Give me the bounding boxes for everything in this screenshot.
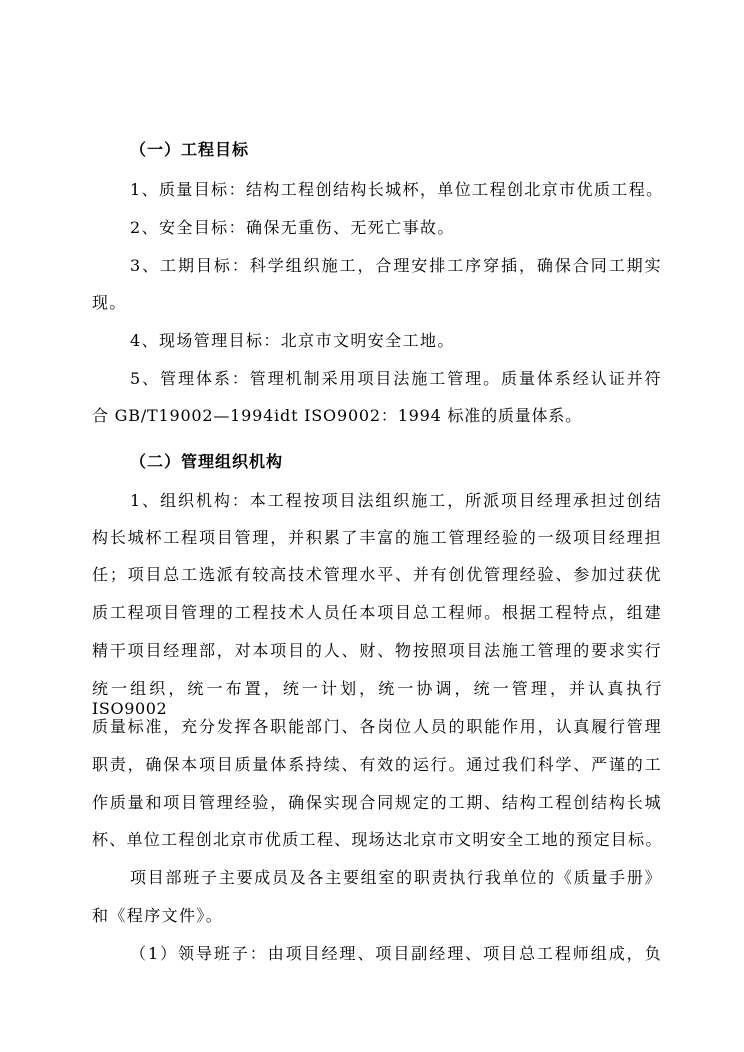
- org-paragraph-line: 职责，确保本项目质量体系持续、有效的运行。通过我们科学、严谨的工: [92, 755, 662, 774]
- paragraph-quality-goal: 1、质量目标：结构工程创结构长城杯，单位工程创北京市优质工程。: [130, 180, 664, 199]
- org-paragraph-line: 质量标准，充分发挥各职能部门、各岗位人员的职能作用，认真履行管理: [92, 717, 662, 736]
- org-paragraph-line: 杯、单位工程创北京市优质工程、现场达北京市文明安全工地的预定目标。: [92, 830, 662, 849]
- paragraph-leadership-team-line1: （1）领导班子：由项目经理、项目副经理、项目总工程师组成，负: [130, 944, 662, 963]
- paragraph-site-management-goal: 4、现场管理目标：北京市文明安全工地。: [130, 331, 455, 350]
- section-heading-organization: （二）管理组织机构: [130, 452, 284, 471]
- paragraph-safety-goal: 2、安全目标：确保无重伤、无死亡事故。: [130, 218, 455, 237]
- paragraph-management-system-line2: 合 GB/T19002—1994idt ISO9002：1994 标准的质量体系。: [92, 406, 582, 425]
- paragraph-schedule-goal-line1: 3、工期目标：科学组织施工，合理安排工序穿插，确保合同工期实: [130, 256, 662, 275]
- org-paragraph-line: 构长城杯工程项目管理，并积累了丰富的施工管理经验的一级项目经理担: [92, 528, 662, 547]
- org-paragraph-line: 统一组织，统一布置，统一计划，统一协调，统一管理，并认真执行 ISO9002: [92, 679, 662, 718]
- org-paragraph-line: 精干项目经理部，对本项目的人、财、物按照项目法施工管理的要求实行: [92, 641, 662, 660]
- paragraph-schedule-goal-line2: 现。: [92, 293, 127, 312]
- section-heading-project-goals: （一）工程目标: [130, 140, 250, 159]
- paragraph-responsibilities-line2: 和《程序文件》。: [92, 906, 224, 925]
- org-paragraph-line: 质工程项目管理的工程技术人员任本项目总工程师。根据工程特点，组建: [92, 603, 662, 622]
- org-paragraph-line: 任；项目总工选派有较高技术管理水平、并有创优管理经验、参加过获优: [92, 565, 662, 584]
- org-paragraph-line: 1、组织机构：本工程按项目法组织施工，所派项目经理承担过创结: [130, 491, 662, 510]
- paragraph-responsibilities-line1: 项目部班子主要成员及各主要组室的职责执行我单位的《质量手册》: [130, 868, 662, 887]
- org-paragraph-line: 作质量和项目管理经验，确保实现合同规定的工期、结构工程创结构长城: [92, 793, 662, 812]
- paragraph-management-system-line1: 5、管理体系：管理机制采用项目法施工管理。质量体系经认证并符: [130, 369, 662, 388]
